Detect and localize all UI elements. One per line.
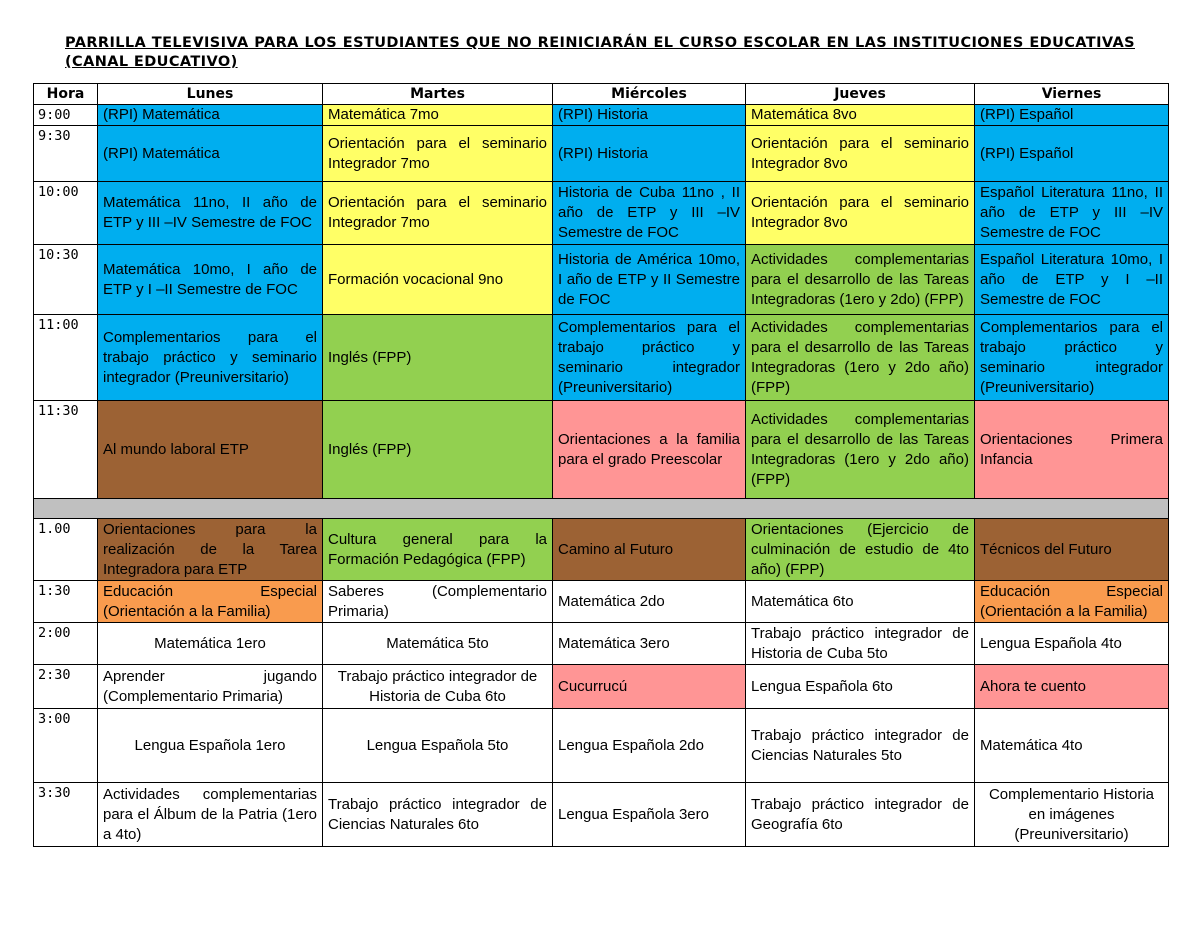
program-cell: Trabajo práctico integrador de Ciencias Naturales 5to — [746, 709, 975, 783]
table-row — [34, 126, 1169, 182]
table-row — [34, 665, 1169, 709]
program-cell: Matemática 3ero — [553, 623, 746, 665]
header-viernes: Viernes — [975, 84, 1169, 105]
hora-cell: 3:30 — [34, 783, 98, 847]
program-cell: Aprender jugando (Complementario Primaria) — [98, 665, 323, 709]
hora-cell: 11:00 — [34, 315, 98, 401]
program-cell: Complementarios para el trabajo práctico y seminario integrador (Preuniversitario) — [553, 315, 746, 401]
hora-cell: 9:00 — [34, 105, 98, 126]
table-row — [34, 315, 1169, 401]
program-cell: Formación vocacional 9no — [323, 245, 553, 315]
program-cell: Inglés (FPP) — [323, 401, 553, 499]
program-cell: Orientación para el seminario Integrador 7mo — [323, 126, 553, 182]
program-cell: Complementarios para el trabajo práctico y seminario integrador (Preuniversitario) — [975, 315, 1169, 401]
program-cell: Orientaciones (Ejercicio de culminación de estudio de 4to año) (FPP) — [746, 519, 975, 581]
program-cell: Matemática 2do — [553, 581, 746, 623]
program-cell: Saberes (Complementario Primaria) — [323, 581, 553, 623]
program-cell: Trabajo práctico integrador de Historia de Cuba 5to — [746, 623, 975, 665]
program-cell: Orientaciones Primera Infancia — [975, 401, 1169, 499]
header-jueves: Jueves — [746, 84, 975, 105]
program-cell: (RPI) Historia — [553, 105, 746, 126]
program-cell: Matemática 11no, II año de ETP y III –IV Semestre de FOC — [98, 182, 323, 245]
program-cell: Ahora te cuento — [975, 665, 1169, 709]
table-row — [34, 581, 1169, 623]
program-cell: Actividades complementarias para el desarrollo de las Tareas Integradoras (1ero y 2do año) (FPP) — [746, 401, 975, 499]
program-cell: Lengua Española 3ero — [553, 783, 746, 847]
program-cell: Orientación para el seminario Integrador 8vo — [746, 182, 975, 245]
table-row — [34, 783, 1169, 847]
program-cell: Camino al Futuro — [553, 519, 746, 581]
table-row — [34, 519, 1169, 581]
program-cell: Trabajo práctico integrador de Historia de Cuba 6to — [323, 665, 553, 709]
table-row — [34, 182, 1169, 245]
header-hora: Hora — [34, 84, 98, 105]
program-cell: Matemática 1ero — [98, 623, 323, 665]
hora-cell: 10:00 — [34, 182, 98, 245]
program-cell: (RPI) Español — [975, 126, 1169, 182]
program-cell: Cultura general para la Formación Pedagógica (FPP) — [323, 519, 553, 581]
program-cell: Actividades complementarias para el Álbum de la Patria (1ero a 4to) — [98, 783, 323, 847]
program-cell: Lengua Española 4to — [975, 623, 1169, 665]
program-cell: Lengua Española 1ero — [98, 709, 323, 783]
program-cell: Orientaciones a la familia para el grado Preescolar — [553, 401, 746, 499]
program-cell: Trabajo práctico integrador de Geografía 6to — [746, 783, 975, 847]
hora-cell: 11:30 — [34, 401, 98, 499]
program-cell: Educación Especial (Orientación a la Familia) — [98, 581, 323, 623]
program-cell: Español Literatura 10mo, I año de ETP y I –II Semestre de FOC — [975, 245, 1169, 315]
break-separator-row — [34, 499, 1169, 519]
program-cell: Educación Especial (Orientación a la Familia) — [975, 581, 1169, 623]
program-cell: Al mundo laboral ETP — [98, 401, 323, 499]
hora-cell: 2:30 — [34, 665, 98, 709]
program-cell: (RPI) Matemática — [98, 126, 323, 182]
program-cell: (RPI) Español — [975, 105, 1169, 126]
program-cell: Inglés (FPP) — [323, 315, 553, 401]
program-cell: Matemática 8vo — [746, 105, 975, 126]
program-cell: Actividades complementarias para el desarrollo de las Tareas Integradoras (1ero y 2do año) (FPP) — [746, 315, 975, 401]
hora-cell: 9:30 — [34, 126, 98, 182]
header-row — [34, 84, 1169, 105]
program-cell: Técnicos del Futuro — [975, 519, 1169, 581]
table-row — [34, 401, 1169, 499]
program-cell: Español Literatura 11no, II año de ETP y III –IV Semestre de FOC — [975, 182, 1169, 245]
page-title: PARRILLA TELEVISIVA PARA LOS ESTUDIANTES QUE NO REINICIARÁN EL CURSO ESCOLAR EN LAS INSTITUCIONES EDUCATIVAS (CANAL EDUCATIVO) — [65, 35, 1135, 70]
table-row — [34, 245, 1169, 315]
program-cell: Cucurrucú — [553, 665, 746, 709]
hora-cell: 1.00 — [34, 519, 98, 581]
program-cell: Historia de Cuba 11no , II año de ETP y III –IV Semestre de FOC — [553, 182, 746, 245]
program-cell: Historia de América 10mo, I año de ETP y II Semestre de FOC — [553, 245, 746, 315]
header-martes: Martes — [323, 84, 553, 105]
hora-cell: 10:30 — [34, 245, 98, 315]
program-cell: Actividades complementarias para el desarrollo de las Tareas Integradoras (1ero y 2do) (FPP) — [746, 245, 975, 315]
program-cell: Complementario Historia en imágenes (Preuniversitario) — [975, 783, 1169, 847]
program-cell: Orientación para el seminario Integrador 7mo — [323, 182, 553, 245]
program-cell: Lengua Española 6to — [746, 665, 975, 709]
program-cell: Matemática 6to — [746, 581, 975, 623]
schedule-table — [33, 83, 1169, 847]
program-cell: Lengua Española 5to — [323, 709, 553, 783]
program-cell: Orientaciones para la realización de la Tarea Integradora para ETP — [98, 519, 323, 581]
table-row — [34, 623, 1169, 665]
program-cell: Lengua Española 2do — [553, 709, 746, 783]
program-cell: Matemática 5to — [323, 623, 553, 665]
hora-cell: 1:30 — [34, 581, 98, 623]
program-cell: Complementarios para el trabajo práctico y seminario integrador (Preuniversitario) — [98, 315, 323, 401]
table-row — [34, 105, 1169, 126]
program-cell: (RPI) Matemática — [98, 105, 323, 126]
program-cell: Matemática 10mo, I año de ETP y I –II Semestre de FOC — [98, 245, 323, 315]
break-separator — [34, 499, 1169, 519]
program-cell: (RPI) Historia — [553, 126, 746, 182]
program-cell: Orientación para el seminario Integrador 8vo — [746, 126, 975, 182]
header-lunes: Lunes — [98, 84, 323, 105]
header-miercoles: Miércoles — [553, 84, 746, 105]
program-cell: Matemática 4to — [975, 709, 1169, 783]
hora-cell: 2:00 — [34, 623, 98, 665]
program-cell: Matemática 7mo — [323, 105, 553, 126]
table-row — [34, 709, 1169, 783]
program-cell: Trabajo práctico integrador de Ciencias Naturales 6to — [323, 783, 553, 847]
hora-cell: 3:00 — [34, 709, 98, 783]
